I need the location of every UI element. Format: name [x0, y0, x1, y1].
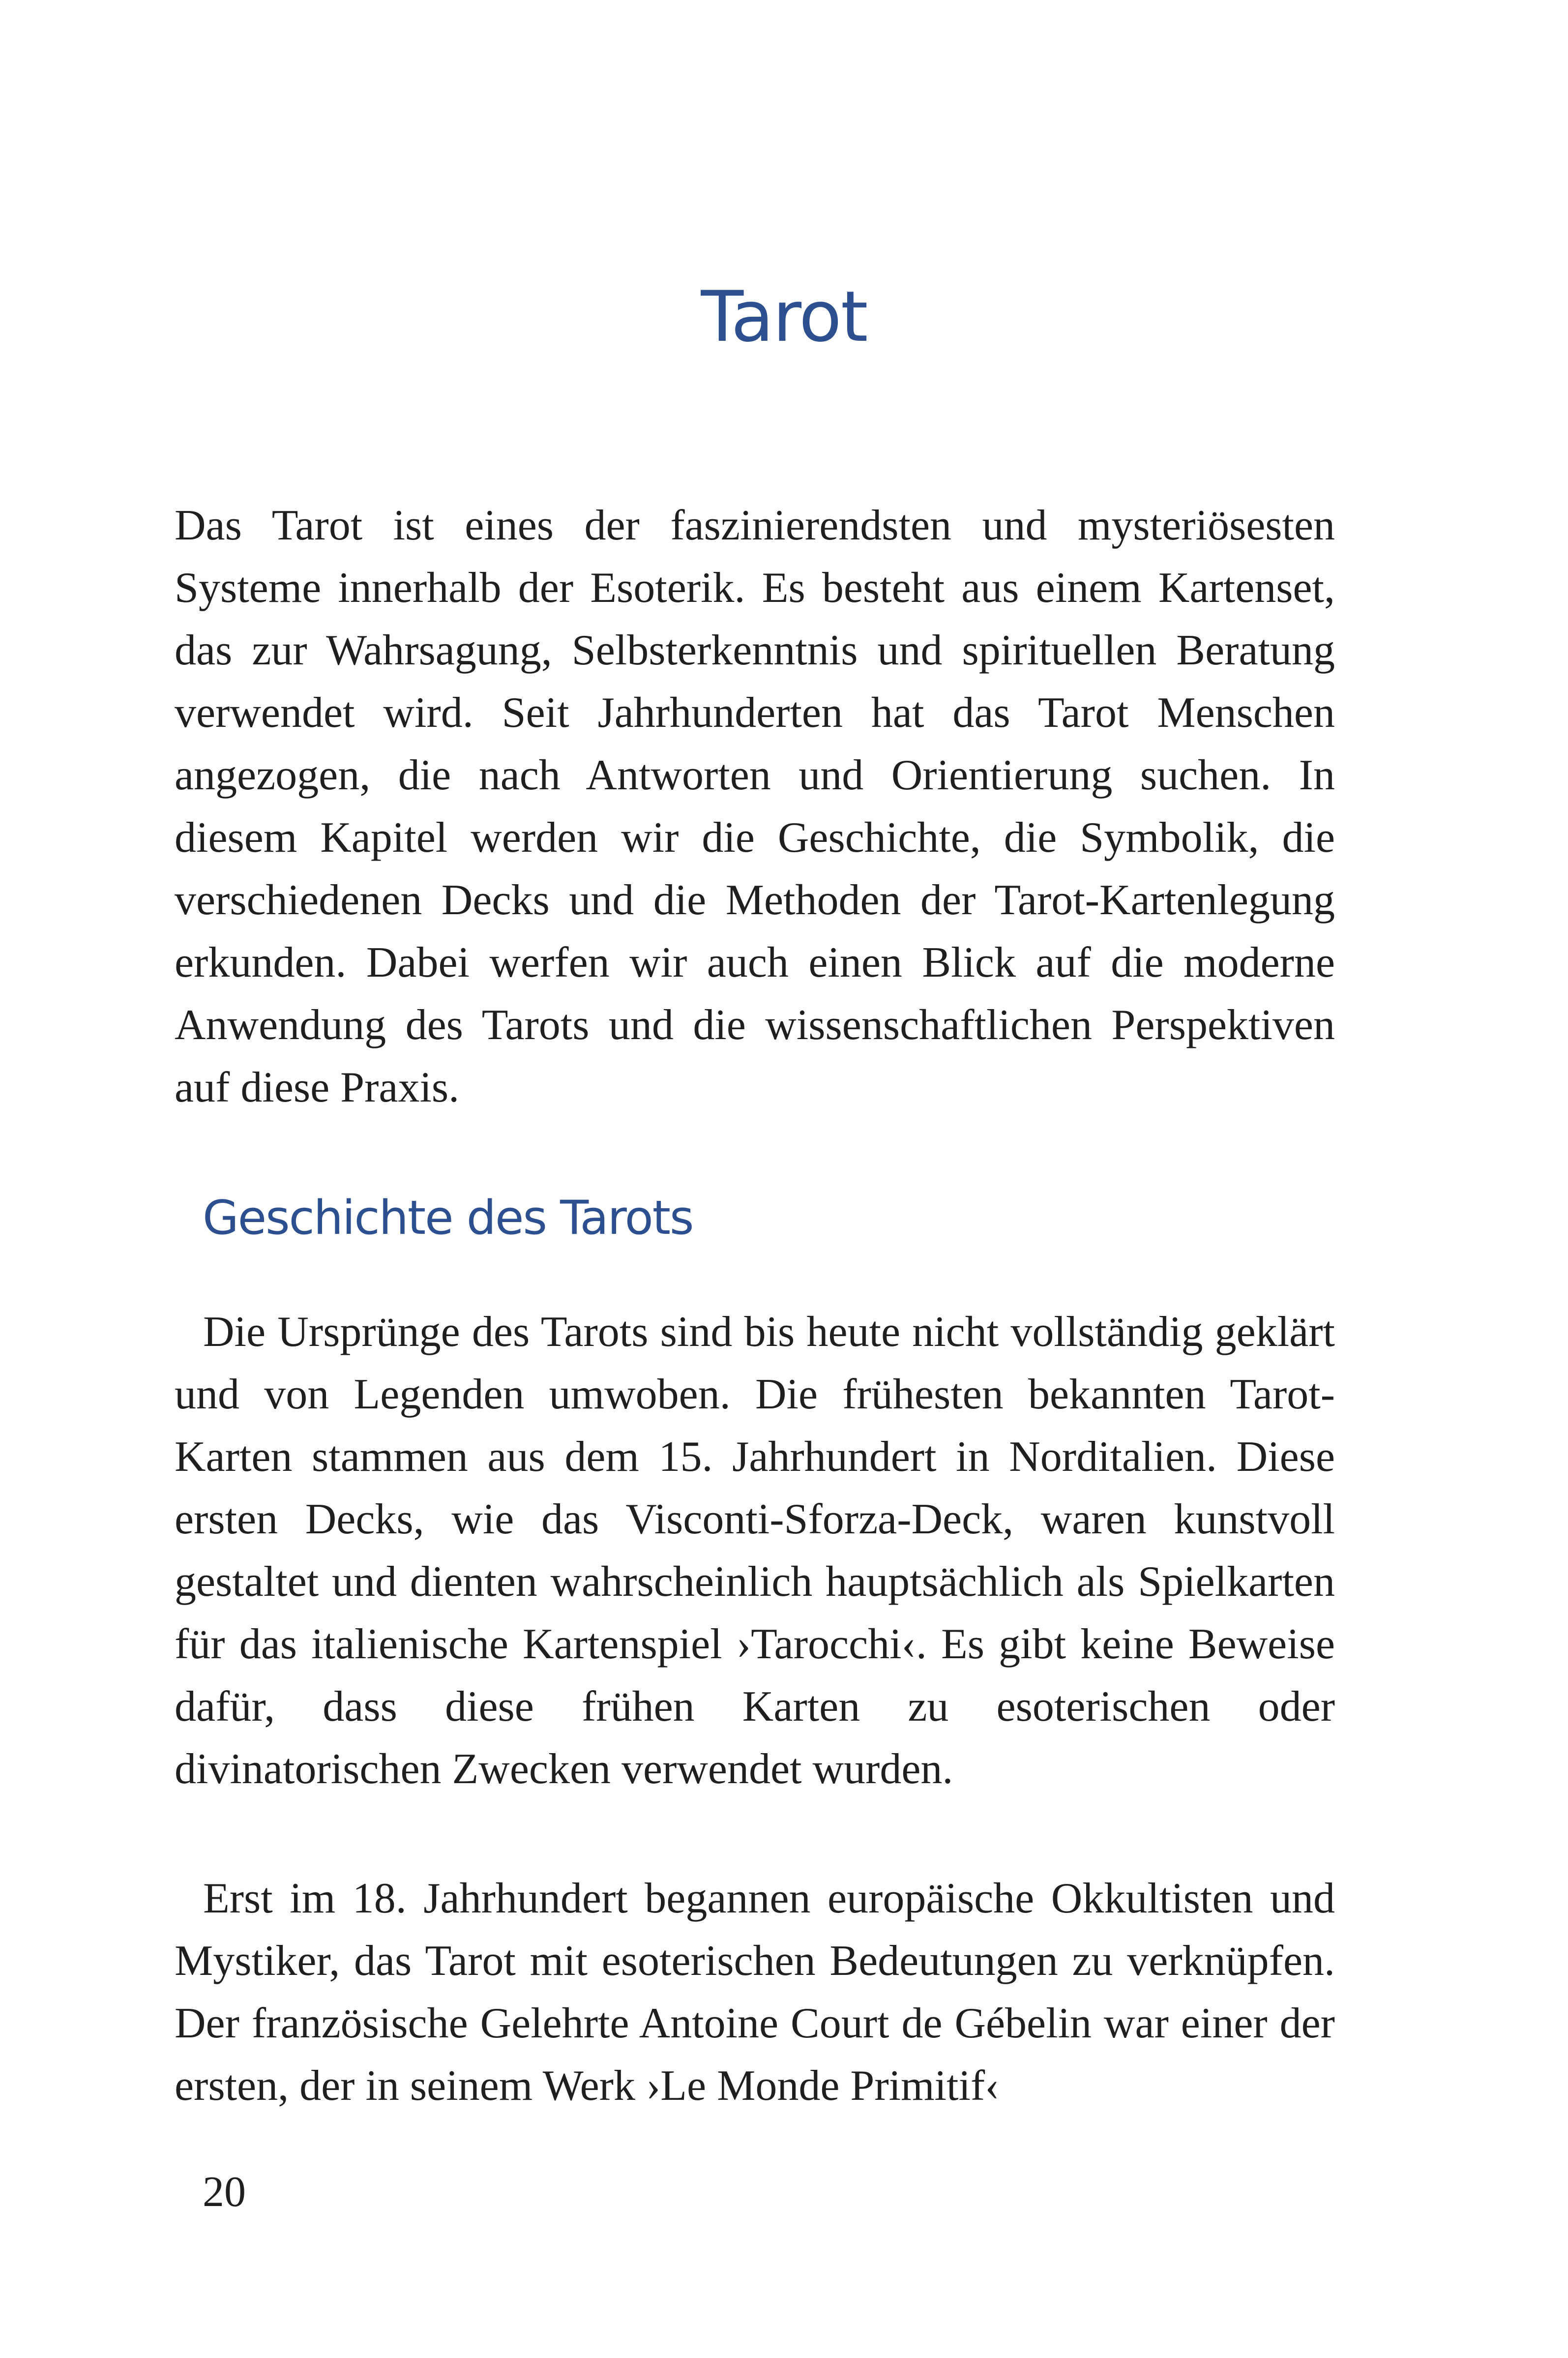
- section-heading: Geschichte des Tarots: [203, 1191, 693, 1245]
- intro-paragraph: Das Tarot ist eines der faszinierendsten und mysteriösesten Systeme innerhalb der Esoterik. Es besteht aus einem Kartenset, das zur Wahrsagung, Selbsterkenntnis und spirituellen Beratung verwendet wird. Seit Jahrhunderten hat das Tarot Menschen angezogen, die nach Antworten und Orientierung suchen. In diesem Kapitel werden wir die Geschichte, die Symbolik, die verschiedenen Decks und die Methoden der Tarot-Kartenlegung erkunden. Dabei werfen wir auch einen Blick auf die moderne Anwendung des Tarots und die wissenschaftlichen Perspektiven auf diese Praxis.: [175, 502, 1335, 1111]
- chapter-title: Tarot: [701, 276, 867, 358]
- page-number: 20: [203, 2168, 246, 2216]
- history-paragraph-1: Die Ursprünge des Tarots sind bis heute nicht vollständig geklärt und von Legenden umwoben. Die frühesten bekannten Tarot-Karten stammen aus dem 15. Jahrhundert in Norditalien. Diese ersten Decks, wie das Visconti-Sforza-Deck, waren kunstvoll gestaltet und dienten wahrscheinlich hauptsächlich als Spielkarten für das italienische Kartenspiel ›Tarocchi‹. Es gibt keine Beweise dafür, dass diese frühen Karten zu esoterischen oder divinatorischen Zwecken verwendet wurden.: [175, 1308, 1335, 1793]
- history-paragraph-2: Erst im 18. Jahrhundert begannen europäische Okkultisten und Mystiker, das Tarot mit esoterischen Bedeutungen zu verknüpfen. Der französische Gelehrte Antoine Court de Gébelin war einer der ersten, der in seinem Werk ›Le Monde Primitif‹: [175, 1875, 1335, 2110]
